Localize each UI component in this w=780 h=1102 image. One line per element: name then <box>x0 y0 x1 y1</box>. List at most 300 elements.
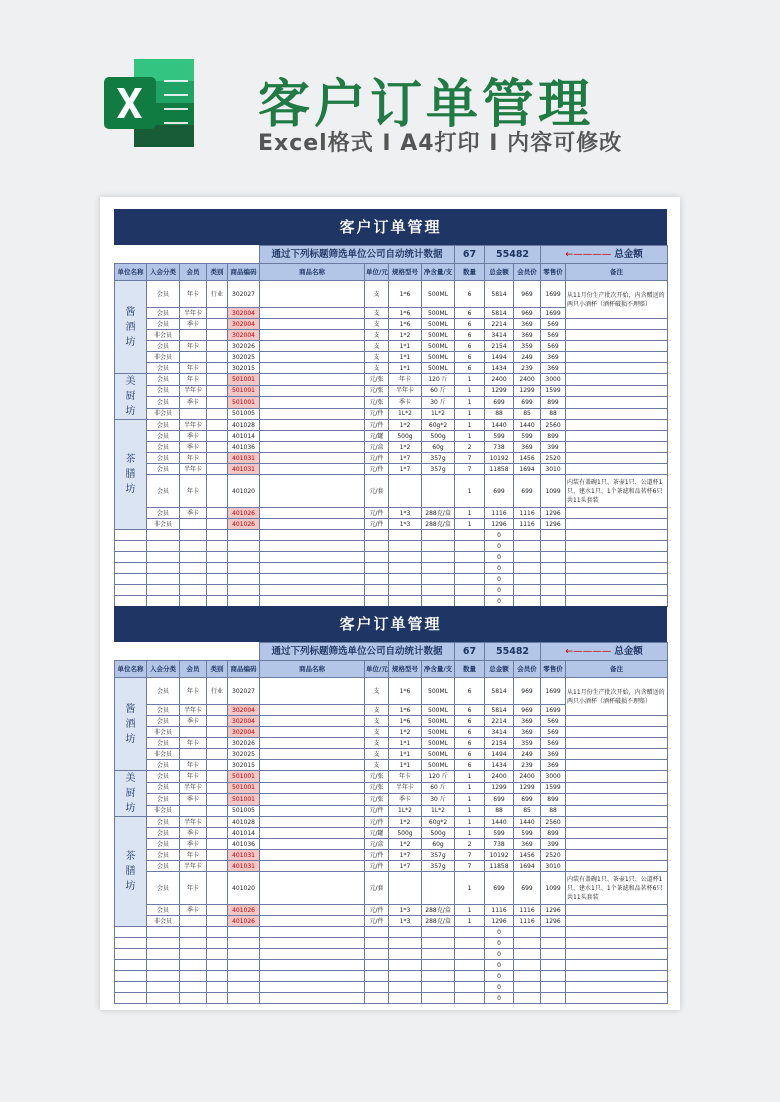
remark <box>566 442 668 453</box>
spreadsheet-page <box>100 197 680 1010</box>
product-code: 302027 <box>228 678 260 705</box>
member-price: 969 <box>514 705 541 716</box>
remark <box>566 464 668 475</box>
member-class: 会员 <box>147 782 180 794</box>
remark <box>566 749 668 760</box>
quantity: 1 <box>455 385 485 397</box>
table-row <box>115 794 668 806</box>
retail-price: 2520 <box>541 453 566 464</box>
column-header[interactable]: 入会分类 <box>147 661 180 678</box>
quantity <box>455 552 485 563</box>
member-class: 非会员 <box>147 916 180 927</box>
remark <box>566 352 668 363</box>
net-content: 120 斤 <box>422 374 455 386</box>
retail-price: 369 <box>541 760 566 771</box>
table-row <box>115 828 668 839</box>
category <box>207 363 228 374</box>
remark <box>566 319 668 330</box>
net-content: 1L*2 <box>422 805 455 817</box>
retail-price: 569 <box>541 341 566 352</box>
column-header[interactable]: 数量 <box>455 661 485 678</box>
table-row <box>115 420 668 431</box>
spec: 500g <box>389 431 422 442</box>
column-header[interactable]: 单位/元 <box>365 661 389 678</box>
product-code: 302026 <box>228 341 260 352</box>
spec <box>389 475 422 508</box>
product-code: 501005 <box>228 408 260 420</box>
category <box>207 905 228 916</box>
remark <box>566 408 668 420</box>
quantity: 7 <box>455 850 485 861</box>
membership: 年卡 <box>180 341 207 352</box>
member-price: 699 <box>514 794 541 806</box>
spec: 1*1 <box>389 760 422 771</box>
table-row <box>115 397 668 409</box>
unit-price-type: 支 <box>365 738 389 749</box>
member-class: 会员 <box>147 850 180 861</box>
member-class: 会员 <box>147 872 180 905</box>
column-header[interactable]: 单位名称 <box>115 264 147 281</box>
unit-price-type: 支 <box>365 727 389 738</box>
member-price: 699 <box>514 872 541 905</box>
product-code: 401026 <box>228 916 260 927</box>
table-row <box>115 905 668 916</box>
retail-price: 899 <box>541 431 566 442</box>
column-header[interactable]: 零售价 <box>541 661 566 678</box>
total-amount-cell: 11858 <box>485 464 514 475</box>
order-table <box>114 245 668 607</box>
spec: 半年卡 <box>389 782 422 794</box>
product-name <box>260 738 365 749</box>
product-code: 501001 <box>228 385 260 397</box>
category <box>207 308 228 319</box>
member-class: 会员 <box>147 464 180 475</box>
product-name <box>260 839 365 850</box>
quantity: 6 <box>455 716 485 727</box>
product-code: 401031 <box>228 453 260 464</box>
column-header[interactable]: 净含量/支 <box>422 661 455 678</box>
category <box>207 508 228 519</box>
retail-price: 369 <box>541 749 566 760</box>
unit-price-type: 支 <box>365 363 389 374</box>
remark <box>566 782 668 794</box>
member-price: 699 <box>514 475 541 508</box>
membership: 半年卡 <box>180 861 207 872</box>
category <box>207 828 228 839</box>
category <box>207 464 228 475</box>
category: 行业 <box>207 281 228 308</box>
product-code: 501001 <box>228 794 260 806</box>
column-header[interactable]: 入会分类 <box>147 264 180 281</box>
unit-price-type: 支 <box>365 308 389 319</box>
retail-price: 399 <box>541 839 566 850</box>
unit-price-type: 支 <box>365 760 389 771</box>
order-table-block-2 <box>114 606 667 1004</box>
category <box>207 771 228 783</box>
table-row <box>115 408 668 420</box>
net-content: 500ML <box>422 727 455 738</box>
spec: 1*1 <box>389 738 422 749</box>
total-amount-cell: 699 <box>485 397 514 409</box>
product-code: 401036 <box>228 839 260 850</box>
membership: 季卡 <box>180 319 207 330</box>
table-row <box>115 453 668 464</box>
quantity: 1 <box>455 420 485 431</box>
unit-name: 酱 酒 坊 <box>115 678 147 771</box>
retail-price: 899 <box>541 794 566 806</box>
member-class: 会员 <box>147 760 180 771</box>
product-code: 302026 <box>228 738 260 749</box>
retail-price: 1296 <box>541 519 566 530</box>
member-price: 359 <box>514 738 541 749</box>
net-content: 288克/盒 <box>422 519 455 530</box>
total-amount-cell: 2154 <box>485 738 514 749</box>
member-class: 会员 <box>147 374 180 386</box>
product-name <box>260 519 365 530</box>
quantity: 2 <box>455 839 485 850</box>
net-content: 30 斤 <box>422 397 455 409</box>
unit-price-type: 元/件 <box>365 850 389 861</box>
spec: 年卡 <box>389 771 422 783</box>
unit-price-type: 支 <box>365 749 389 760</box>
empty-row <box>115 971 668 982</box>
membership <box>180 352 207 363</box>
quantity: 6 <box>455 749 485 760</box>
member-class: 会员 <box>147 475 180 508</box>
membership <box>180 805 207 817</box>
product-code: 501001 <box>228 374 260 386</box>
quantity <box>455 530 485 541</box>
category <box>207 475 228 508</box>
empty-row <box>115 563 668 574</box>
retail-price: 569 <box>541 319 566 330</box>
product-name <box>260 872 365 905</box>
spec: 1*7 <box>389 453 422 464</box>
net-content: 30 斤 <box>422 794 455 806</box>
product-name <box>260 431 365 442</box>
member-price: 239 <box>514 760 541 771</box>
membership: 季卡 <box>180 794 207 806</box>
column-header[interactable]: 商品名称 <box>260 264 365 281</box>
unit-price-type: 支 <box>365 341 389 352</box>
product-code: 302015 <box>228 760 260 771</box>
quantity: 7 <box>455 453 485 464</box>
net-content: 60g*2 <box>422 420 455 431</box>
total-amount-cell: 1296 <box>485 916 514 927</box>
remark: 内装有盖碗1只、茶壶1只、公道杯1只、建水1只、1个茶滤和品茗杯6只共11头套装 <box>566 872 668 905</box>
remark <box>566 431 668 442</box>
category <box>207 420 228 431</box>
net-content: 60g <box>422 839 455 850</box>
sheet-title: 客户订单管理 <box>114 606 667 642</box>
member-class: 非会员 <box>147 749 180 760</box>
remark <box>566 817 668 828</box>
membership: 半年卡 <box>180 308 207 319</box>
member-class: 会员 <box>147 281 180 308</box>
product-name <box>260 861 365 872</box>
product-code: 302004 <box>228 308 260 319</box>
net-content: 288克/盒 <box>422 916 455 927</box>
member-class: 会员 <box>147 453 180 464</box>
unit-price-type: 元/件 <box>365 817 389 828</box>
spec: 500g <box>389 828 422 839</box>
membership: 年卡 <box>180 678 207 705</box>
table-row <box>115 850 668 861</box>
spec: 年卡 <box>389 374 422 386</box>
membership: 年卡 <box>180 760 207 771</box>
quantity <box>455 585 485 596</box>
product-code: 401036 <box>228 442 260 453</box>
quantity: 1 <box>455 519 485 530</box>
table-row <box>115 817 668 828</box>
total-amount-cell: 0 <box>485 574 514 585</box>
table-row <box>115 363 668 374</box>
product-code: 401014 <box>228 431 260 442</box>
product-code: 401031 <box>228 850 260 861</box>
product-name <box>260 749 365 760</box>
table-row <box>115 872 668 905</box>
filter-hint: 通过下列标题筛选单位公司自动统计数据 <box>260 643 455 661</box>
column-header[interactable]: 总金额 <box>485 264 514 281</box>
column-header[interactable]: 商品名称 <box>260 661 365 678</box>
category <box>207 705 228 716</box>
column-header[interactable]: 会员 <box>180 264 207 281</box>
net-content: 60 斤 <box>422 385 455 397</box>
product-code: 302025 <box>228 352 260 363</box>
remark <box>566 916 668 927</box>
column-header[interactable]: 商品编码 <box>228 661 260 678</box>
spec: 1L*2 <box>389 805 422 817</box>
member-class: 非会员 <box>147 519 180 530</box>
product-name <box>260 760 365 771</box>
membership: 年卡 <box>180 475 207 508</box>
column-header[interactable]: 备注 <box>566 264 668 281</box>
unit-price-type: 支 <box>365 352 389 363</box>
empty-row <box>115 949 668 960</box>
retail-price: 88 <box>541 408 566 420</box>
unit-price-type: 元/件 <box>365 861 389 872</box>
retail-price: 2560 <box>541 420 566 431</box>
column-header[interactable]: 备注 <box>566 661 668 678</box>
membership: 半年卡 <box>180 782 207 794</box>
unit-price-type: 元/件 <box>365 464 389 475</box>
total-amount-cell: 10192 <box>485 453 514 464</box>
spec: 1*2 <box>389 817 422 828</box>
product-name <box>260 828 365 839</box>
table-row <box>115 749 668 760</box>
spec: 1*7 <box>389 861 422 872</box>
quantity: 1 <box>455 397 485 409</box>
member-price: 359 <box>514 341 541 352</box>
order-table-block-1 <box>114 209 667 607</box>
total-amount-cell: 5814 <box>485 281 514 308</box>
product-name <box>260 850 365 861</box>
total-amount-cell: 699 <box>485 872 514 905</box>
category <box>207 385 228 397</box>
column-header-row <box>115 661 668 678</box>
retail-price: 1099 <box>541 475 566 508</box>
member-class: 非会员 <box>147 330 180 341</box>
category <box>207 749 228 760</box>
spec <box>389 872 422 905</box>
total-amount-cell: 1299 <box>485 782 514 794</box>
net-content: 500ML <box>422 341 455 352</box>
retail-price: 3010 <box>541 861 566 872</box>
column-header[interactable]: 会员价 <box>514 264 541 281</box>
total-amount-cell: 2214 <box>485 716 514 727</box>
unit-price-type: 元/套 <box>365 475 389 508</box>
quantity: 1 <box>455 817 485 828</box>
member-class: 会员 <box>147 308 180 319</box>
member-price: 369 <box>514 839 541 850</box>
product-code: 401014 <box>228 828 260 839</box>
category <box>207 431 228 442</box>
membership: 季卡 <box>180 716 207 727</box>
total-amount-label: ←———— 总金额 <box>541 643 668 661</box>
unit-name: 美 厨 坊 <box>115 771 147 817</box>
column-header[interactable]: 零售价 <box>541 264 566 281</box>
unit-price-type: 元/张 <box>365 794 389 806</box>
product-name <box>260 319 365 330</box>
net-content: 357g <box>422 850 455 861</box>
member-price: 369 <box>514 716 541 727</box>
table-row <box>115 678 668 705</box>
member-class: 非会员 <box>147 805 180 817</box>
retail-price: 1699 <box>541 281 566 308</box>
column-header[interactable]: 规格型号 <box>389 661 422 678</box>
sheet-title: 客户订单管理 <box>114 209 667 245</box>
remark <box>566 727 668 738</box>
total-amount-cell: 10192 <box>485 850 514 861</box>
membership <box>180 916 207 927</box>
retail-price: 569 <box>541 738 566 749</box>
category <box>207 519 228 530</box>
member-price: 1116 <box>514 519 541 530</box>
member-class: 会员 <box>147 678 180 705</box>
product-code: 401020 <box>228 872 260 905</box>
retail-price: 88 <box>541 805 566 817</box>
total-amount-cell: 0 <box>485 938 514 949</box>
membership: 季卡 <box>180 442 207 453</box>
member-price: 1116 <box>514 916 541 927</box>
remark <box>566 850 668 861</box>
quantity: 6 <box>455 738 485 749</box>
total-amount-cell: 0 <box>485 530 514 541</box>
product-code: 401026 <box>228 508 260 519</box>
spec: 1*2 <box>389 442 422 453</box>
column-header[interactable]: 净含量/支 <box>422 264 455 281</box>
product-name <box>260 475 365 508</box>
quantity: 2 <box>455 442 485 453</box>
unit-price-type: 元/套 <box>365 872 389 905</box>
table-row <box>115 508 668 519</box>
table-row <box>115 281 668 308</box>
column-header[interactable]: 类别 <box>207 661 228 678</box>
member-price: 249 <box>514 352 541 363</box>
quantity: 6 <box>455 281 485 308</box>
quantity: 1 <box>455 431 485 442</box>
member-price: 85 <box>514 805 541 817</box>
quantity: 1 <box>455 872 485 905</box>
product-name <box>260 794 365 806</box>
retail-price: 1599 <box>541 385 566 397</box>
category <box>207 850 228 861</box>
member-class: 会员 <box>147 397 180 409</box>
product-name <box>260 805 365 817</box>
category <box>207 861 228 872</box>
column-header[interactable]: 类别 <box>207 264 228 281</box>
spec: 1*3 <box>389 916 422 927</box>
retail-price: 2560 <box>541 817 566 828</box>
column-header[interactable]: 单位/元 <box>365 264 389 281</box>
unit-price-type: 元/张 <box>365 771 389 783</box>
unit-price-type: 支 <box>365 319 389 330</box>
table-row <box>115 760 668 771</box>
remark: 从11月份生产批次开始，内含赠送的两只小酒杯（酒杯破损不理赔） <box>566 678 668 716</box>
product-name <box>260 352 365 363</box>
column-header[interactable]: 商品编码 <box>228 264 260 281</box>
quantity: 1 <box>455 805 485 817</box>
remark <box>566 760 668 771</box>
category <box>207 760 228 771</box>
retail-price: 3000 <box>541 771 566 783</box>
quantity: 1 <box>455 905 485 916</box>
column-header[interactable]: 会员价 <box>514 661 541 678</box>
member-price: 599 <box>514 431 541 442</box>
category <box>207 805 228 817</box>
membership <box>180 749 207 760</box>
quantity: 1 <box>455 374 485 386</box>
net-content <box>422 872 455 905</box>
column-header[interactable]: 规格型号 <box>389 264 422 281</box>
unit-price-type: 元/件 <box>365 453 389 464</box>
remark <box>566 341 668 352</box>
remark <box>566 794 668 806</box>
unit-price-type: 元/张 <box>365 397 389 409</box>
retail-price: 369 <box>541 352 566 363</box>
member-class: 会员 <box>147 794 180 806</box>
column-header[interactable]: 单位名称 <box>115 661 147 678</box>
product-name <box>260 771 365 783</box>
net-content: 60 斤 <box>422 782 455 794</box>
unit-price-type: 元/张 <box>365 782 389 794</box>
product-code: 302004 <box>228 727 260 738</box>
product-name <box>260 420 365 431</box>
arrow-left-icon: ←———— <box>565 646 615 657</box>
total-amount-cell: 0 <box>485 949 514 960</box>
membership: 年卡 <box>180 281 207 308</box>
table-row <box>115 738 668 749</box>
net-content: 500ML <box>422 330 455 341</box>
total-amount-cell: 1434 <box>485 363 514 374</box>
net-content: 288克/盒 <box>422 905 455 916</box>
column-header[interactable]: 总金额 <box>485 661 514 678</box>
total-amount-cell: 1116 <box>485 508 514 519</box>
net-content: 357g <box>422 861 455 872</box>
unit-price-type: 元/件 <box>365 420 389 431</box>
column-header[interactable]: 会员 <box>180 661 207 678</box>
total-amount-cell: 88 <box>485 805 514 817</box>
membership: 年卡 <box>180 872 207 905</box>
unit-price-type: 支 <box>365 281 389 308</box>
column-header[interactable]: 数量 <box>455 264 485 281</box>
page-subtitle: Excel格式 I A4打印 I 内容可修改 <box>258 131 623 156</box>
membership: 半年卡 <box>180 385 207 397</box>
total-amount-cell: 1434 <box>485 760 514 771</box>
quantity <box>455 574 485 585</box>
table-row <box>115 464 668 475</box>
spec: 1*6 <box>389 308 422 319</box>
